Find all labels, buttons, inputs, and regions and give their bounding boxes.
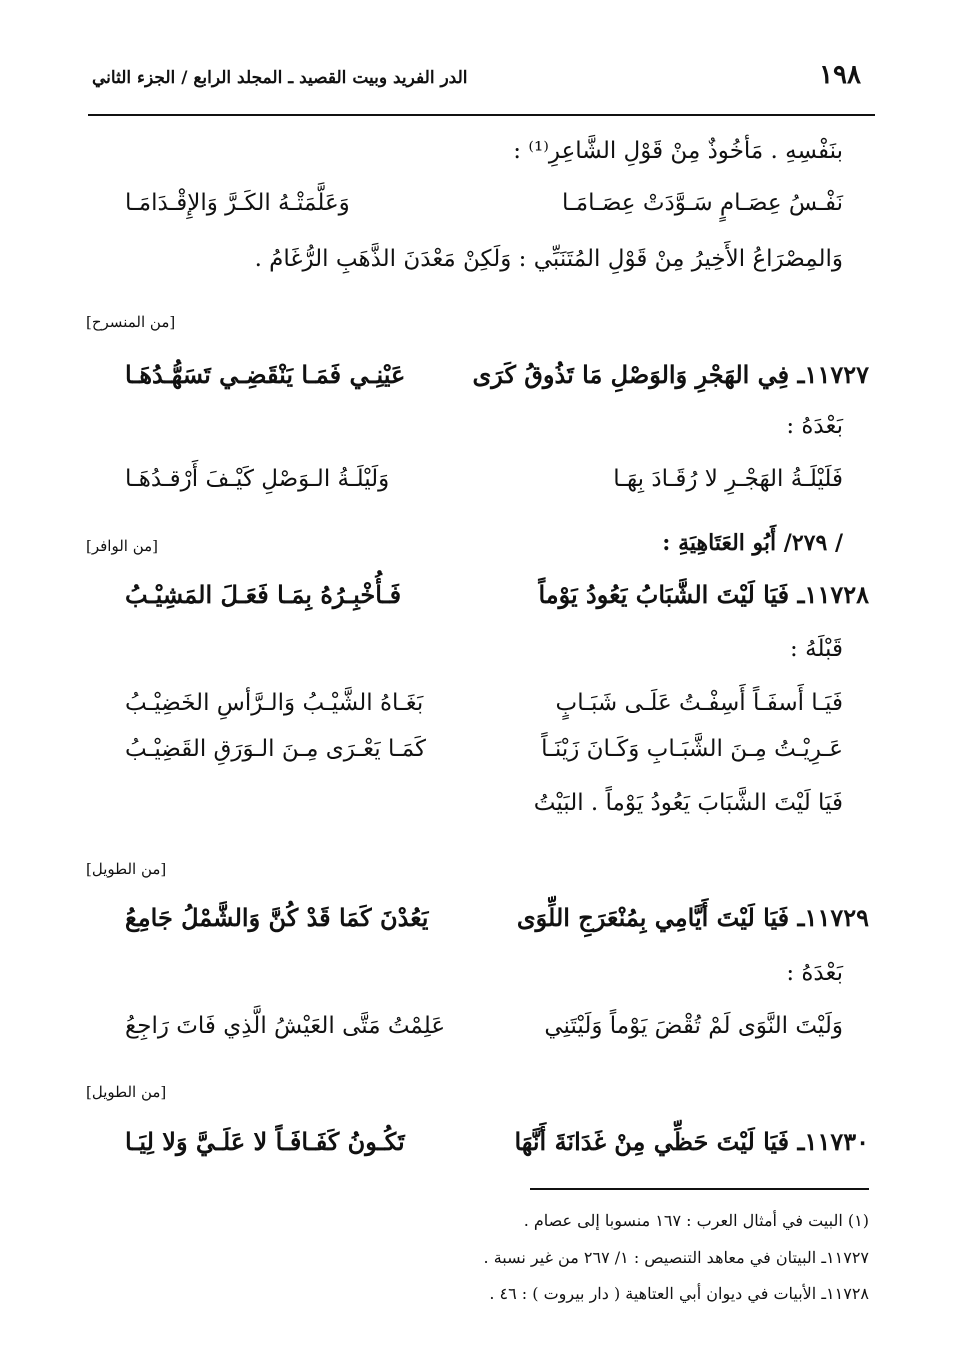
verse-left-hemistich: بَغَـاهُ الشَّيْـبُ وَالـرَّأسِ الخَضِيْـبُ: [125, 690, 424, 716]
header-divider: [88, 114, 875, 116]
meter-label: [من الطويل]: [86, 1083, 167, 1101]
poet-heading: / ٢٧٩/ أَبُو العَتَاهِيَةِ :: [662, 530, 843, 556]
verse-number-left: يَعُدْنَ كَمَا قَدْ كُنَّ وَالشَّمْلُ جَامِعُ: [125, 903, 429, 932]
verse-right-hemistich: فَيَـا أَسفَـاً أَسِفْـتُ عَلَـى شَبَـابٍ: [555, 690, 843, 716]
verse-left-hemistich: وَعَلَّمَتْـهُ الكَـرَّ وَالإِقْـدَامَـا: [125, 190, 350, 216]
intro-note: وَالمِصْرَاعُ الأَخِيرُ مِنْ قَوْلِ المُتَنَبِّي : وَلَكِنْ مَعْدَنَ الذَّهَبِ الرُّغَامُ .: [254, 246, 843, 272]
verse-left-hemistich: وَلَيْلَـةُ الـوَصْلِ كَيْـفَ أَرْقـدُهَـا: [125, 466, 390, 492]
meter-label: [من الوافر]: [86, 537, 159, 555]
verse-number-right: ١١٧٢٨ـ فَيَا لَيْتَ الشَّبَابُ يَعُودُ يَوْماً: [538, 580, 869, 609]
meter-label: [من الطويل]: [86, 860, 167, 878]
footnote: (١) البيت في أمثال العرب : ١٦٧ منسوبا إلى عصام .: [523, 1211, 869, 1230]
context-label: بَعْدَهُ :: [786, 413, 843, 439]
footnote: ١١٧٢٧ـ البيتان في معاهد التنصيص : ١/ ٢٦٧ من غير نسبة .: [483, 1248, 869, 1267]
meter-label: [من المنسرح]: [86, 313, 176, 331]
verse-number-right: ١١٧٣٠ـ فَيَا لَيْتَ حَظِّي مِنْ غَدَانَةَ أَنَّهَا: [514, 1127, 869, 1156]
verse-number-left: تَكُـونُ كَفَـافَـاً لا عَلَـيَّ وَلا لِيَـا: [125, 1127, 405, 1156]
footnote: ١١٧٢٨ـ الأبيات في ديوان أبي العتاهية ( دار بيروت ) : ٤٦ .: [489, 1284, 869, 1303]
verse-number-left: فَـأُخْبِـرُهُ بِمَـا فَعَـلَ المَشِيْـبُ: [125, 580, 402, 609]
context-label: قَبْلَهُ :: [790, 636, 843, 662]
intro-line: بنَفْسِهِ . مَأخُوذٌ مِنْ قَوْلِ الشَّاعِرِ⁽¹⁾ :: [513, 138, 843, 164]
footnote-divider: [530, 1188, 869, 1190]
verse-right-hemistich: فَلَيْلَـةُ الهَجْـرِ لا رُقَـادَ بِهَـا: [613, 466, 843, 492]
verse-number-right: ١١٧٢٩ـ فَيَا لَيْتَ أَيَّامِي بِمُنْعَرَجِ اللِّوَى: [516, 903, 869, 932]
verse-left-hemistich: عَلِمْتُ مَتَّى العَيْشُ الَّذِي فَاتَ رَاجِعُ: [125, 1013, 446, 1039]
verse-number-right: ١١٧٢٧ـ فِي الهَجْرِ وَالوَصْلِ مَا تَذُوقُ كَرَى: [472, 360, 869, 389]
page-header: [88, 60, 867, 100]
verse-number-left: عَيْنِـي فَمَـا يَنْقَضِـي تَسَهُّـدُهَـا: [125, 360, 406, 389]
verse-right-hemistich: عَـرِيْـتُ مِـنَ الشَّبَـابِ وَكَـانَ زَيْنَـاً: [541, 736, 843, 762]
verse-right-hemistich: وَلَيْتَ النَّوَى لَمْ تُقْضَ يَوْماً وَلَيْتَنِي: [544, 1013, 843, 1039]
context-label: بَعْدَهُ :: [786, 960, 843, 986]
running-title: الدر الفريد وبيت القصيد ـ المجلد الرابع / الجزء الثاني: [92, 68, 468, 88]
verse-left-hemistich: كَمَـا يَعْـرَى مِـنَ الـوَرَقِ القَضِيْـبُ: [125, 736, 426, 762]
page-number: ١٩٨: [819, 60, 861, 90]
verse-right-hemistich: نَفْـسُ عِصَـامٍ سَـوَّدَتْ عِصَـامَـا: [562, 190, 843, 216]
context-tail: فَيَا لَيْتَ الشَّبَابَ يَعُودُ يَوْماً . البَيْتُ: [533, 790, 843, 816]
